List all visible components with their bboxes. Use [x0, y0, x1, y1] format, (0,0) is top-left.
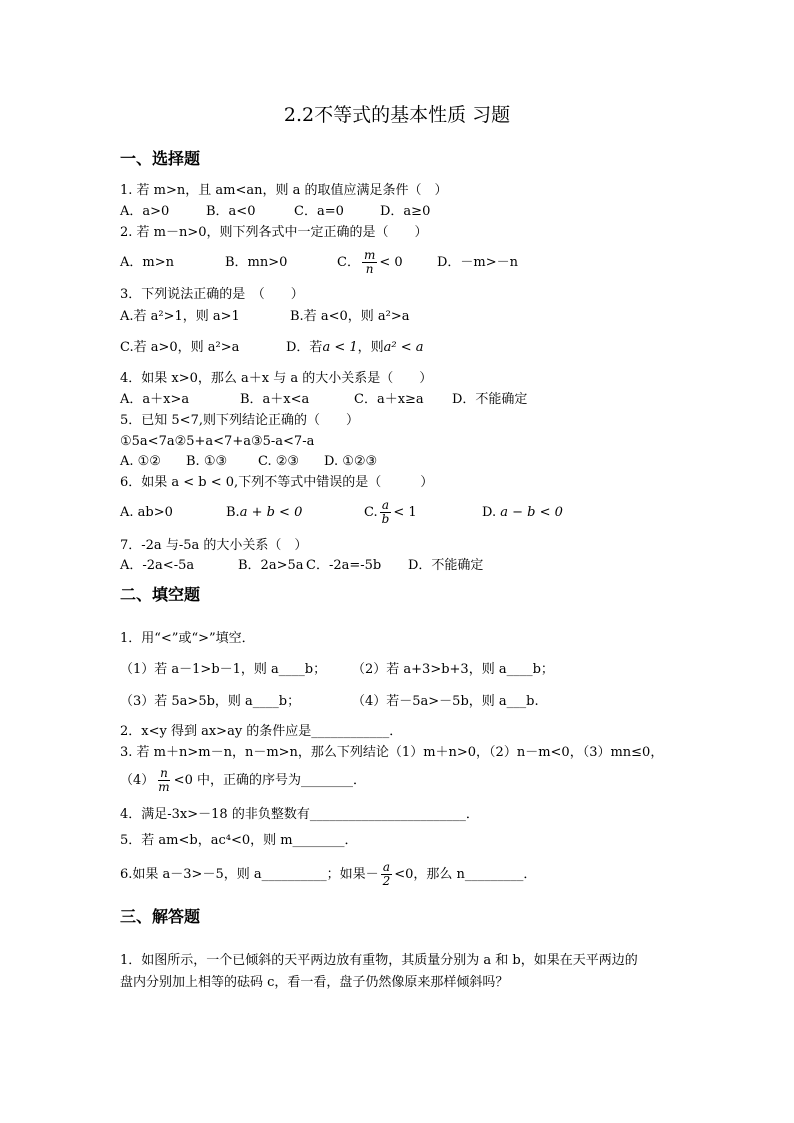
q3-option-c: C.若 a>0，则 a²>a [120, 340, 240, 355]
q2-stem: 2. 若 m－n>0，则下列各式中一定正确的是（ ） [120, 225, 428, 240]
q3-option-d-condition: a < 1 [322, 340, 358, 355]
section-heading-solve: 三、解答题 [120, 907, 201, 926]
q7-option-c: C．-2a=-5b [306, 558, 382, 573]
f1-item-3: （3）若 5a>5b，则 a____b； [120, 694, 301, 709]
q2-option-c-tail: < 0 [379, 255, 403, 270]
section-heading-choice: 一、选择题 [120, 149, 201, 168]
q3-option-d-result: a² < a [383, 340, 424, 355]
q1-options [120, 203, 430, 221]
fraction-denominator: 2 [382, 874, 391, 888]
q3-options-row2 [120, 339, 424, 357]
q6-option-d [482, 496, 563, 530]
f6-fraction [381, 861, 393, 888]
f1-row2 [120, 693, 539, 711]
f3-item-4-label: （4） [120, 773, 155, 788]
f1-item-1: （1）若 a－1>b－1，则 a____b； [120, 662, 327, 677]
q4-stem: 4．如果 x>0，那么 a＋x 与 a 的大小关系是（ ） [120, 371, 433, 386]
q3-option-d [286, 339, 424, 357]
q6-option-c-label: C. [364, 505, 378, 520]
f6-head: 6.如果 a－3>－5，则 a__________；如果－ [120, 867, 379, 882]
q2-option-c-fraction [362, 249, 377, 276]
q1-option-b: B．a<0 [206, 204, 256, 219]
f1-stem: 1．用“<”或“>”填空． [120, 631, 255, 646]
q2-option-a: A．m>n [120, 255, 174, 270]
q5-option-c: C. ②③ [258, 454, 300, 469]
q5-statements: ①5a<7a②5+a<7+a③5-a<7-a [120, 434, 315, 449]
q4-option-c: C．a＋x≥a [354, 392, 424, 407]
q3-option-d-joiner: ，则 [357, 340, 384, 355]
f1-item-4: （4）若－5a>－5b，则 a___b. [352, 694, 539, 709]
q6-option-b [226, 496, 364, 530]
f5-stem: 5．若 am<b，ac⁴<0，则 m________． [120, 833, 358, 848]
section-heading-fill: 二、填空题 [120, 585, 201, 604]
q7-option-a: A．-2a<-5a [120, 558, 195, 573]
q5-options [120, 453, 377, 471]
s3-q1-line2: 盘内分别加上相等的砝码 c，看一看，盘子仍然像原来那样倾斜吗？ [120, 975, 509, 990]
f4-stem: 4．满足-3x>－18 的非负整数有________________________． [120, 807, 479, 822]
q6-option-c [364, 496, 482, 530]
q7-option-d: D．不能确定 [408, 558, 484, 573]
q3-option-d-label: D．若 [286, 340, 323, 355]
f3-continuation [120, 764, 366, 798]
q7-stem: 7．-2a 与-5a 的大小关系（ ） [120, 538, 308, 553]
f2-stem: 2．x<y 得到 ax>ay 的条件应是____________． [120, 724, 403, 739]
q5-option-d: D. ①②③ [324, 454, 378, 469]
q5-option-a: A. ①② [120, 454, 161, 469]
q6-stem: 6．如果 a < b < 0,下列不等式中错误的是（ ） [120, 475, 434, 490]
f1-item-2: （2）若 a+3>b+3，则 a____b； [352, 662, 554, 677]
q1-option-c: C．a=0 [294, 204, 344, 219]
s3-q1-line1: 1．如图所示，一个已倾斜的天平两边放有重物，其质量分别为 a 和 b，如果在天平两边的 [120, 953, 638, 968]
q2-option-d: D．－m>－n [437, 255, 519, 270]
q3-options-row1 [120, 308, 409, 326]
fraction-denominator: m [158, 780, 170, 794]
f3-fraction [156, 767, 171, 794]
q2-option-b: B．mn>0 [225, 255, 288, 270]
fraction-denominator: b [381, 512, 390, 526]
q1-option-a: A．a>0 [120, 204, 170, 219]
q4-option-d: D．不能确定 [452, 392, 528, 407]
q7-option-b: B．2a>5a [238, 558, 304, 573]
q4-option-b: B．a＋x<a [240, 392, 310, 407]
fraction-numerator: a [381, 498, 390, 512]
fraction-numerator: a [382, 860, 390, 874]
q5-option-b: B. ①③ [186, 454, 228, 469]
q6-option-a: A. ab>0 [120, 505, 173, 520]
q4-options [120, 391, 527, 409]
q6-option-d-label: D. [482, 505, 497, 520]
q4-option-a: A．a＋x>a [120, 392, 190, 407]
q5-stem: 5．已知 5<7,则下列结论正确的（ ） [120, 413, 359, 428]
q6-option-b-label: B. [226, 505, 240, 520]
f6-tail: <0，那么 n_________． [394, 867, 537, 882]
q3-option-a: A.若 a²>1，则 a>1 [120, 309, 240, 324]
q7-options [120, 557, 483, 575]
q6-options [120, 496, 563, 530]
f3-tail: <0 中，正确的序号为________． [173, 773, 366, 788]
q6-option-c-fraction [380, 499, 392, 526]
q3-option-b: B.若 a<0，则 a²>a [290, 309, 410, 324]
q2-option-c-label: C． [337, 255, 360, 270]
fraction-numerator: m [363, 248, 376, 262]
q2-options [120, 246, 518, 280]
q1-stem: 1. 若 m>n，且 am<an，则 a 的取值应满足条件（ ） [120, 183, 448, 198]
q3-stem: 3．下列说法正确的是 （ ） [120, 287, 304, 302]
q6-option-d-math: a − b < 0 [500, 505, 563, 520]
q2-option-c [337, 246, 437, 280]
f1-row1 [120, 661, 554, 679]
fraction-numerator: n [160, 766, 168, 780]
q6-option-b-math: a + b < 0 [239, 505, 303, 520]
q1-option-d: D．a≥0 [380, 204, 431, 219]
page-title: 2.2不等式的基本性质 习题 [283, 104, 511, 126]
f6-stem [120, 858, 536, 892]
fraction-denominator: n [365, 262, 374, 276]
q6-option-c-tail: < 1 [393, 505, 417, 520]
f3-stem: 3. 若 m＋n>m－n，n－m>n，那么下列结论（1）m＋n>0，（2）n－m<0，（3）mn≤0， [120, 745, 664, 760]
